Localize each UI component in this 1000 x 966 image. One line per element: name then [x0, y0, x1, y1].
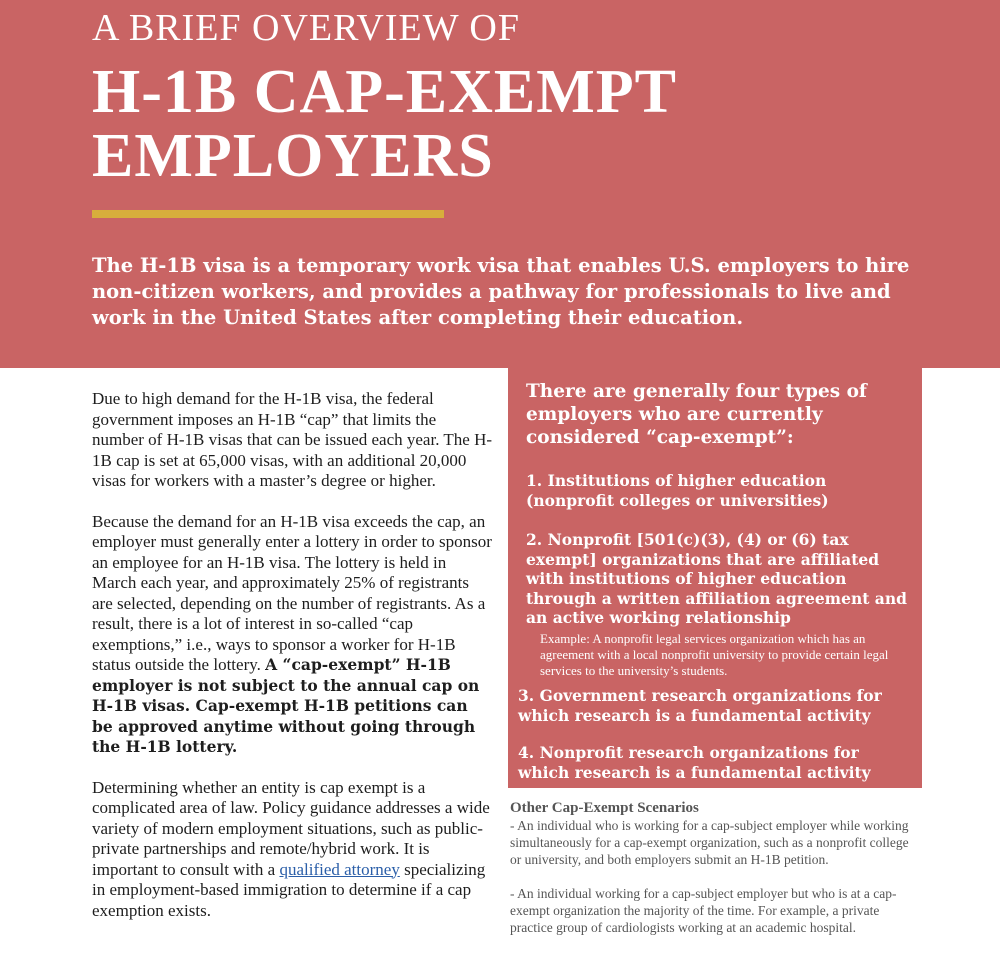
qualified-attorney-link[interactable]: qualified attorney	[279, 859, 400, 879]
exempt-type-item: 4. Nonprofit research organizations for which research is a fundamental activity	[518, 743, 871, 782]
other-scenario-item: - An individual working for a cap-subject employer but who is at a cap-exempt organization the majority of the time. For example, a private practice group of cardiologists working at an academic hospital.	[510, 886, 897, 935]
intro-statement: The H-1B visa is a temporary work visa that enables U.S. employers to hire non-citizen workers, and provides a pathway for professionals to live and work in the United States after completing their education.	[92, 254, 910, 329]
hero-banner	[0, 0, 1000, 368]
exempt-type-item: 2. Nonprofit [501(c)(3), (4) or (6) tax exempt] organizations that are affiliated with institutions of higher education through a written affiliation agreement and an active working relationship	[526, 530, 907, 627]
other-scenarios-heading: Other Cap-Exempt Scenarios	[510, 800, 699, 816]
main-text-column	[92, 389, 492, 941]
exempt-type-item: 1. Institutions of higher education (nonprofit colleges or universities)	[526, 471, 829, 510]
guidance-text-before: Determining whether an entity is cap exempt is a complicated area of law. Policy guidance addresses a wide variety of modern employment situations, such as public-private partnerships and remote/hybrid work. It is important to consult with a	[92, 777, 490, 879]
guidance-paragraph	[92, 778, 492, 922]
page-title-line-1: H-1B CAP-EXEMPT	[92, 58, 678, 126]
cap-exempt-definition: A “cap-exempt” H-1B employer is not subject to the annual cap on H-1B visas. Cap-exempt H-1B petitions can be approved anytime without going through the H-1B lottery.	[92, 655, 480, 756]
other-scenario-item: - An individual who is working for a cap-subject employer while working simultaneously for a cap-exempt organization, such as a nonprofit college or university, and both employers submit an H-1B petition.	[510, 818, 909, 867]
cap-exempt-types-panel	[508, 368, 922, 788]
other-scenarios	[510, 799, 920, 936]
exempt-type-example: Example: A nonprofit legal services organization which has an agreement with a local nonprofit university to provide certain legal services to the university’s students.	[540, 631, 889, 678]
exempt-type-item: 3. Government research organizations for which research is a fundamental activity	[518, 686, 882, 725]
guidance-text-after: specializing in employment-based immigration to determine if a cap exemption exists.	[92, 859, 486, 920]
panel-heading: There are generally four types of employers who are currently considered “cap-exempt”:	[526, 381, 867, 448]
lottery-paragraph	[92, 512, 492, 758]
lottery-text: Because the demand for an H-1B visa exceeds the cap, an employer must generally enter a lottery in order to sponsor an employee for an H-1B visa. The lottery is held in March each year, and approximately 25% of registrants are selected, depending on the number of registrants. As a result, there is a lot of interest in so-called “cap exemptions,” i.e., ways to sponsor a worker for H-1B status outside the lottery.	[92, 511, 492, 674]
page-title	[92, 60, 852, 188]
cap-paragraph: Due to high demand for the H-1B visa, the federal government imposes an H-1B “cap” that limits the number of H-1B visas that can be issued each year. The H-1B cap is set at 65,000 visas, with an additional 20,000 visas for workers with a master’s degree or higher.	[92, 389, 493, 490]
accent-rule	[92, 210, 444, 218]
overview-kicker: A BRIEF OVERVIEW OF	[92, 7, 521, 49]
page-title-line-2: EMPLOYERS	[92, 122, 494, 190]
